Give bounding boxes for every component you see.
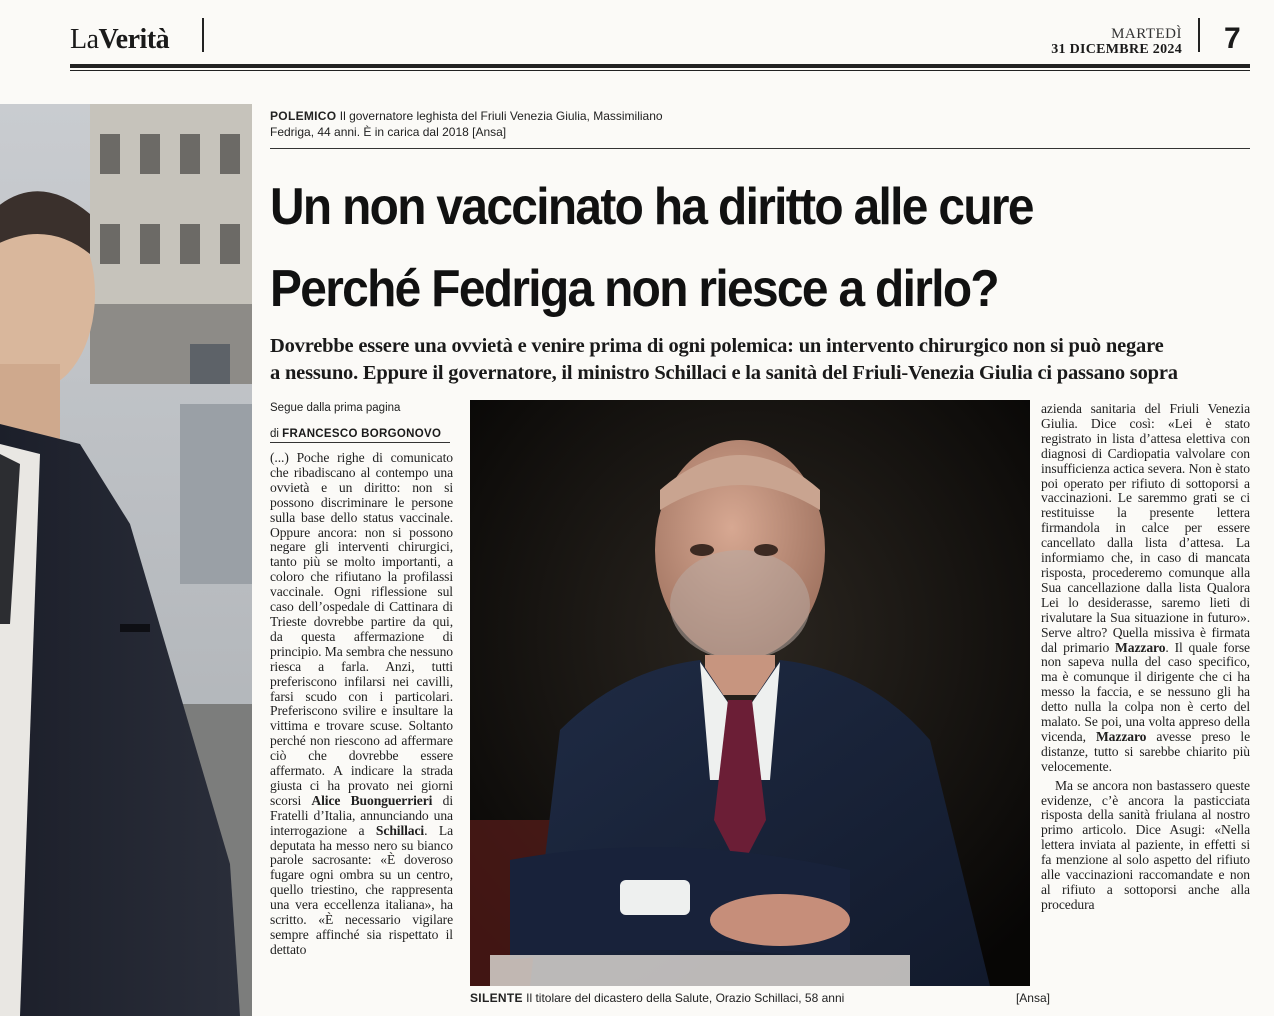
photo-fedriga-image — [0, 104, 252, 1016]
person-name: Mazzaro — [1115, 639, 1166, 655]
photo-fedriga — [0, 104, 252, 1016]
body-text: (...) Poche righe di comunicato che ribadiscano al contempo una ovvietà e un diritto: non si possono discriminare le persone sulla base dello status vaccinale. Oppure ancora: non si possono negare gli interventi chirurgici, tanto più se molto importanti, a coloro che rifiutano la profilassi vaccinale. Ogni riflessione sul caso dell’ospedale di Cattinara di Trieste dovrebbe partire da qui, da questa affermazione di principio. Ma sembra che nessuno riesca a farla. Anzi, tutti preferiscono infilarsi nei cavilli, farsi scudo con i particolari. Preferiscono svilire e insultare la vittima e trovare scuse. Soltanto perché non riescono ad affermare ciò che dovrebbe essere affermato. A indicare la strada giusta ci ha provato nei giorni scorsi — [270, 450, 453, 808]
photo-caption-bottom — [470, 991, 1050, 1005]
logo-verita: Verità — [98, 24, 170, 55]
caption-label-polemico: POLEMICO — [270, 109, 337, 123]
issue-full-date: 31 DICEMBRE 2024 — [1051, 42, 1182, 57]
photo-schillaci-image — [470, 400, 1030, 986]
body-text: azienda sanitaria del Friuli Venezia Giulia. Dice così: «Lei è stato registrato in lista d’attesa elettiva con diagnosi di Cardiopatia valvolare con insufficienza actica severa. Non è stato poi operato per rifiuto di sottoporsi a vaccinazioni. Le saremmo grati se ci restituisse la presente lettera firmandola in calce per essere cancellato dalla lista d’attesa. La informiamo che, in caso di mancata risposta, procederemo comunque alla Sua cancellazione dalla lista Qualora Lei lo desiderasse, saremo lieti di rivalutare la Sua situazione in futuro». Serve altro? Quella missiva è firmata dal primario — [1041, 401, 1250, 655]
masthead-rule-thick — [70, 64, 1250, 68]
headline-line-2: Perché Fedriga non riesce a dirlo? — [270, 260, 998, 318]
byline-rule — [270, 442, 450, 443]
photo-schillaci — [470, 400, 1030, 986]
person-name: Alice Buonguerrieri — [311, 792, 433, 808]
headline — [270, 166, 1181, 330]
masthead — [0, 0, 1274, 100]
byline-prefix: di — [270, 428, 279, 440]
standfirst — [270, 333, 1260, 387]
person-name: Schillaci — [375, 822, 425, 838]
photo-caption-top — [270, 108, 690, 140]
author-name[interactable]: FRANCESCO BORGONOVO — [282, 428, 442, 440]
body-text: . Il quale forse non sapeva nulla del caso specifico, ma è comunque il dirigente che ci ha messo la faccia, e se nessuno gli ha detto nulla la colpa non è certo del malato. Se poi, una volta appreso della vicenda, — [1041, 639, 1250, 744]
article-paragraph-2: Ma se ancora non bastassero queste evidenze, c’è ancora la pasticciata risposta della sanità friulana al nostro primo articolo. Dice Asugi: «Nella lettera inviata al paziente, in effetti si fa menzione al solo aspetto del rifiuto alle vaccinazioni raccomandate e non al rifiuto a sottoporsi anche alla procedura — [1041, 777, 1250, 912]
logo-divider — [202, 18, 204, 52]
article-column-2 — [1041, 402, 1250, 913]
caption-divider — [270, 148, 1250, 149]
body-text: . La deputata ha messo nero su bianco parole sacrosante: «È doveroso fugare ogni ombra su un centro, quello triestino, che rappresenta una vera eccellenza italiana», ha scritto. «È necessario vigilare sempre affinché sia rispettato il dettato — [270, 822, 453, 957]
continued-from-front: Segue dalla prima pagina — [270, 402, 401, 414]
byline — [270, 428, 453, 440]
person-name: Mazzaro — [1095, 728, 1147, 744]
issue-date — [1051, 26, 1182, 58]
caption-label-silente: SILENTE — [470, 991, 523, 1005]
body-text: avesse preso le distanze, tutto si sarebbe chiarito più velocemente. — [1041, 728, 1251, 774]
issue-day: MARTEDÌ — [1111, 26, 1182, 42]
newspaper-logo[interactable] — [70, 24, 169, 56]
photo-credit: [Ansa] — [1015, 991, 1050, 1005]
body-text: di Fratelli d’Italia, annunciando una interrogazione a — [270, 792, 453, 838]
article-body-column-1 — [270, 451, 453, 958]
article-body-column-2 — [1041, 402, 1250, 775]
caption-text-bottom: Il titolare del dicastero della Salute, Orazio Schillaci, 58 anni — [526, 991, 845, 1005]
headline-line-1: Un non vaccinato ha diritto alle cure — [270, 178, 1033, 236]
standfirst-line-2: a nessuno. Eppure il governatore, il ministro Schillaci e la sanità del Friuli-Venezia Giulia ci passano sopra — [270, 362, 1178, 384]
page-number: 7 — [1224, 22, 1241, 55]
caption-text-top: Il governatore leghista del Friuli Venezia Giulia, Massimiliano Fedriga, 44 anni. È in carica dal 2018 [Ansa] — [270, 109, 663, 139]
page-number-divider — [1198, 18, 1200, 52]
article-column-1 — [270, 402, 453, 958]
masthead-rule-thin — [70, 70, 1250, 71]
standfirst-line-1: Dovrebbe essere una ovvietà e venire prima di ogni polemica: un intervento chirurgico non si può negare — [270, 335, 1164, 357]
logo-la: La — [70, 24, 99, 55]
